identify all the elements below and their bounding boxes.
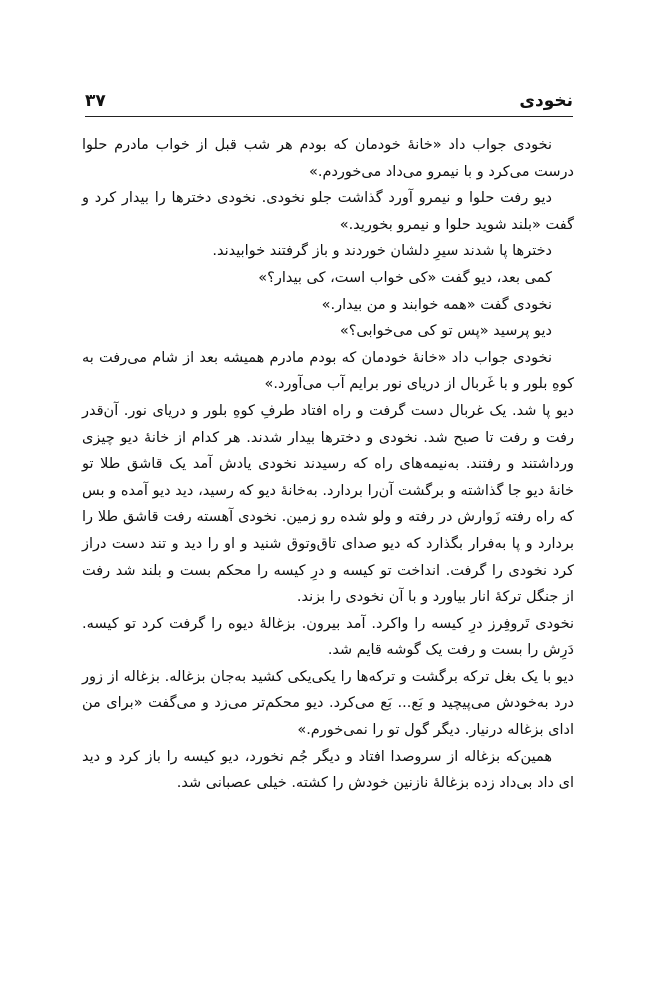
paragraph: دیو رفت حلوا و نیمرو آورد گذاشت جلو نخودی. نخودی دخترها را بیدار کرد و گفت «بلند شوید حلوا و نیمرو بخورید.» [82,190,574,233]
paragraph: همین‌که بزغاله از سروصدا افتاد و دیگر جُم نخورد، دیو کیسه را باز کرد و دید ای داد بی‌داد زده بزغالهٔ نازنین خودش را کشته. خیلی عصبانی شد. [82,748,574,792]
paragraph: دخترها پا شدند سیرِ دلشان خوردند و باز گرفتند خوابیدند. [212,243,552,260]
paragraph: نخودی جواب داد «خانهٔ خودمان که بودم مادرم همیشه بعد از شام می‌رفت به کوهِ بلور و با غَربال از دریای نور برایم آب می‌آورد.» [82,349,574,393]
page-header [85,90,573,117]
running-title: نخودی [519,91,573,111]
paragraph: نخودی جواب داد «خانهٔ خودمان که بودم هر شب قبل از خواب مادرم حلوا درست می‌کرد و با نیمرو می‌داد می‌خوردم.» [82,137,574,180]
paragraph: نخودی تَروفِرز درِ کیسه را واکرد. آمد بیرون. بزغالهٔ دیوه را گرفت کرد تو کیسه. دَرِش را بست و رفت یک گوشه قایم شد. [82,615,574,659]
page-number: ۳۷ [85,91,106,111]
paragraph: دیو با یک بغل ترکه برگشت و ترکه‌ها را یکی‌یکی کشید به‌جان بزغاله. بزغاله از زور درد به‌خودش می‌پیچید و بَع... بَع می‌کرد. دیو محکم‌تر می‌زد و می‌گفت «برای من ادای بزغاله درنیار. دیگر گول تو را نمی‌خورم.» [82,668,574,739]
paragraph: دیو پا شد. یک غربال دست گرفت و راه افتاد طرفِ کوهِ بلور و دریای نور. آن‌قدر رفت و رفت تا صبح شد. نخودی و دخترها بیدار شدند. هر کدام از خانهٔ دیو چیزی ورداشتند و رفتند. به‌نیمه‌های راه که رسیدند نخودی یادش آمد یک قاشق طلا تو خانهٔ دیو جا گذاشته و برگشت آن‌را بردارد. به‌خانهٔ دیو که رسید، دید دیو آمده و بس که راه رفته زَوارش در رفته و ولو شده رو زمین. نخودی آهسته رفت قاشق طلا را بردارد و پا به‌فرار بگذارد که دیو صدای تاق‌وتوق شنید و او را دید و تند دست دراز کرد نخودی را گرفت. انداخت تو کیسه و درِ کیسه را محکم بست و بلند شد رفت از جنگل ترکهٔ انار بیاورد و با آن نخودی را بزند. [82,402,574,606]
story-text [82,132,574,797]
paragraph: کمی بعد، دیو گفت «کی خواب است، کی بیدار؟» [258,269,552,286]
paragraph: نخودی گفت «همه خوابند و من بیدار.» [321,296,552,313]
paragraph: دیو پرسید «پس تو کی می‌خوابی؟» [339,323,552,340]
